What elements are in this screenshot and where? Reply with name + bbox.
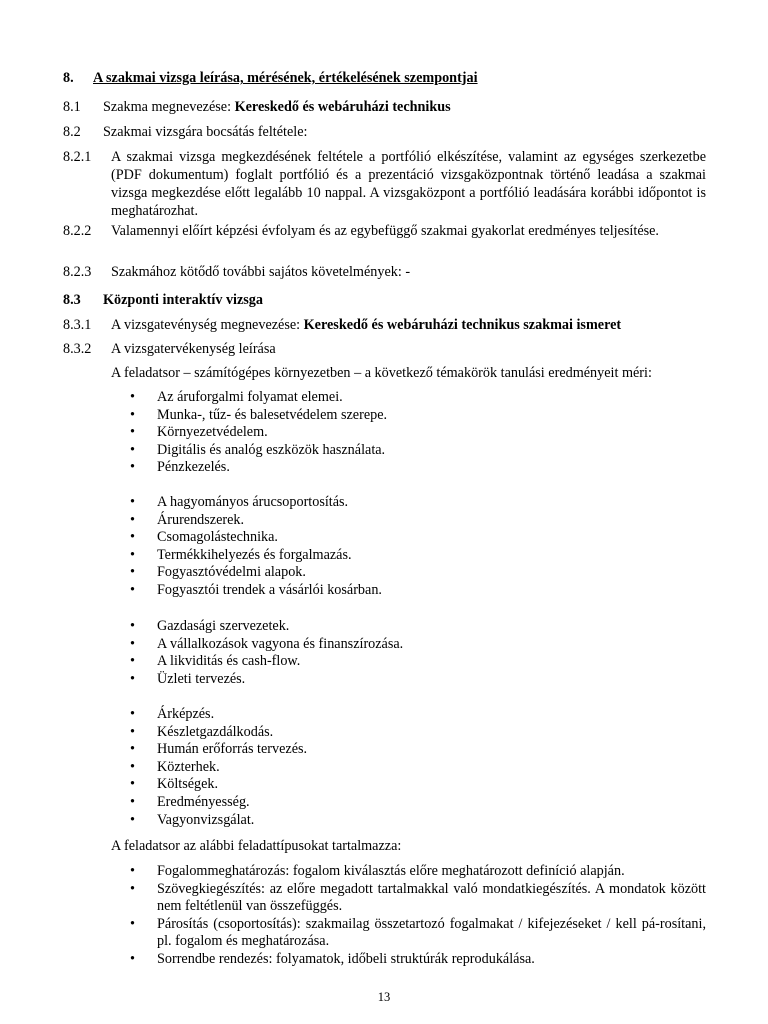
list-item <box>111 881 706 916</box>
item-value: Kereskedő és webáruházi technikus <box>234 99 451 115</box>
item-number: 8.3.2 <box>63 341 92 357</box>
bullet: • <box>130 511 135 528</box>
list-item-text: Az áruforgalmi folyamat elemei. <box>157 389 343 405</box>
item-number: 8.3 <box>63 292 81 308</box>
bullet: • <box>130 811 135 828</box>
bullet: • <box>130 441 135 458</box>
item-number: 8.3.1 <box>63 317 92 333</box>
list-item-text: A hagyományos árucsoportosítás. <box>157 494 349 510</box>
list-item-text: Termékkihelyezés és forgalmazás. <box>157 546 352 563</box>
list-item <box>111 529 706 547</box>
topics-intro: A feladatsor – számítógépes környezetben – a következő témakörök tanulási eredményeit méri: <box>111 365 652 381</box>
item-number: 8.1 <box>63 99 81 115</box>
list-item <box>111 776 706 794</box>
list-item-text: Árurendszerek. <box>157 511 245 528</box>
list-item-text: A likviditás és cash-flow. <box>157 653 301 670</box>
section-title: A szakmai vizsga leírása, mérésének, értékelésének szempontjai <box>93 70 478 86</box>
list-item-text: Fogalommeghatározás: fogalom kiválasztás előre meghatározott definíció alapján. <box>157 863 625 879</box>
list-item <box>111 564 706 582</box>
list-item-text: Költségek. <box>157 776 219 793</box>
list-item-text: Fogyasztói trendek a vásárlói kosárban. <box>157 581 382 598</box>
list-item-text: Munka-, tűz- és balesetvédelem szerepe. <box>157 406 388 423</box>
list-item-text: Gazdasági szervezetek. <box>157 618 290 634</box>
item-label: A vizsgatevénység megnevezése: <box>111 317 304 333</box>
list-item <box>111 512 706 530</box>
item-value: Kereskedő és webáruházi technikus szakmai ismeret <box>303 317 622 333</box>
list-item-text: Pénzkezelés. <box>157 459 230 476</box>
list-item-text: Párosítás (csoportosítás): szakmailag összetartozó fogalmakat / kifejezéseket / kell pá-rosítani, pl. fogalom és meghatározása. <box>157 915 706 950</box>
section-heading <box>63 70 478 87</box>
topic-group-1 <box>111 389 706 477</box>
bullet: • <box>130 618 135 634</box>
item-text: Szakmai vizsgára bocsátás feltétele: <box>103 124 308 140</box>
section-number: 8. <box>63 70 74 86</box>
item-label: Szakma megnevezése: <box>103 99 235 115</box>
bullet: • <box>130 389 135 405</box>
item-text <box>103 98 706 116</box>
list-item <box>111 916 706 951</box>
task-types-list <box>111 863 706 969</box>
item-text: A vizsgatervékenység leírása <box>111 341 276 357</box>
bullet: • <box>130 635 135 652</box>
bullet: • <box>130 546 135 563</box>
item-number: 8.2 <box>63 124 81 140</box>
bullet: • <box>130 793 135 810</box>
task-types-intro: A feladatsor az alábbi feladattípusokat tartalmazza: <box>111 838 402 854</box>
item-number: 8.2.3 <box>63 264 92 280</box>
list-item <box>111 636 706 654</box>
list-item <box>111 951 706 969</box>
item-number: 8.2.1 <box>63 149 92 165</box>
list-item <box>111 389 706 407</box>
bullet: • <box>130 741 135 758</box>
list-item <box>111 741 706 759</box>
list-item-text: Fogyasztóvédelmi alapok. <box>157 564 306 581</box>
list-item <box>111 582 706 600</box>
list-item-text: Csomagolástechnika. <box>157 529 278 546</box>
list-item <box>111 759 706 777</box>
topic-group-2 <box>111 494 706 600</box>
list-item-text: Készletgazdálkodás. <box>157 723 274 740</box>
list-item-text: A vállalkozások vagyona és finanszírozása. <box>157 635 404 652</box>
bullet: • <box>130 706 135 722</box>
list-item-text: Üzleti tervezés. <box>157 670 246 687</box>
list-item-text: Eredményesség. <box>157 793 250 810</box>
item-text: Valamennyi előírt képzési évfolyam és az egybefüggő szakmai gyakorlat eredményes teljesítése. <box>111 223 659 239</box>
topic-group-3 <box>111 618 706 688</box>
list-item-text: Környezetvédelem. <box>157 424 268 441</box>
bullet: • <box>130 880 135 897</box>
bullet: • <box>130 424 135 441</box>
list-item <box>111 724 706 742</box>
bullet: • <box>130 564 135 581</box>
bullet: • <box>130 670 135 687</box>
bullet: • <box>130 581 135 598</box>
list-item <box>111 863 706 881</box>
bullet: • <box>130 758 135 775</box>
list-item-text: Humán erőforrás tervezés. <box>157 741 308 758</box>
item-text: Központi interaktív vizsga <box>103 292 263 308</box>
list-item-text: Digitális és analóg eszközök használata. <box>157 441 386 458</box>
bullet: • <box>130 653 135 670</box>
list-item <box>111 494 706 512</box>
bullet: • <box>130 459 135 476</box>
page-number: 13 <box>377 990 391 1004</box>
list-item <box>111 424 706 442</box>
list-item <box>111 653 706 671</box>
list-item-text: Sorrendbe rendezés: folyamatok, időbeli struktúrák reprodukálása. <box>157 950 535 967</box>
list-item <box>111 459 706 477</box>
bullet: • <box>130 406 135 423</box>
item-number: 8.2.2 <box>63 223 92 239</box>
bullet: • <box>130 723 135 740</box>
list-item-text: Árképzés. <box>157 706 215 722</box>
bullet: • <box>130 494 135 510</box>
item-text: Szakmához kötődő további sajátos követelmények: - <box>111 264 411 280</box>
list-item <box>111 547 706 565</box>
list-item <box>111 794 706 812</box>
bullet: • <box>130 915 135 932</box>
item-text: A szakmai vizsga megkezdésének feltétele a portfólió elkészítése, valamint az egységes szerkezetbe (PDF dokumentum) foglalt portfólió és a prezentáció vizsgaközpontnak történő leadása a szakmai vizsga megkezdése előtt legalább 10 nappal. A vizsgaközpont a portfólió leadására korábbi időpontot is meghatározhat. <box>111 149 706 219</box>
list-item <box>111 618 706 636</box>
list-item <box>111 407 706 425</box>
list-item <box>111 671 706 689</box>
bullet: • <box>130 950 135 967</box>
bullet: • <box>130 863 135 879</box>
list-item-text: Szövegkiegészítés: az előre megadott tartalmakkal való mondatkiegészítés. A mondatok között nem feltétlenül van összefüggés. <box>157 880 706 915</box>
item-text <box>111 316 706 334</box>
list-item <box>111 706 706 724</box>
topic-group-4 <box>111 706 706 829</box>
list-item-text: Vagyonvizsgálat. <box>157 811 255 828</box>
list-item-text: Közterhek. <box>157 758 220 775</box>
list-item <box>111 812 706 830</box>
bullet: • <box>130 529 135 546</box>
list-item <box>111 442 706 460</box>
bullet: • <box>130 776 135 793</box>
